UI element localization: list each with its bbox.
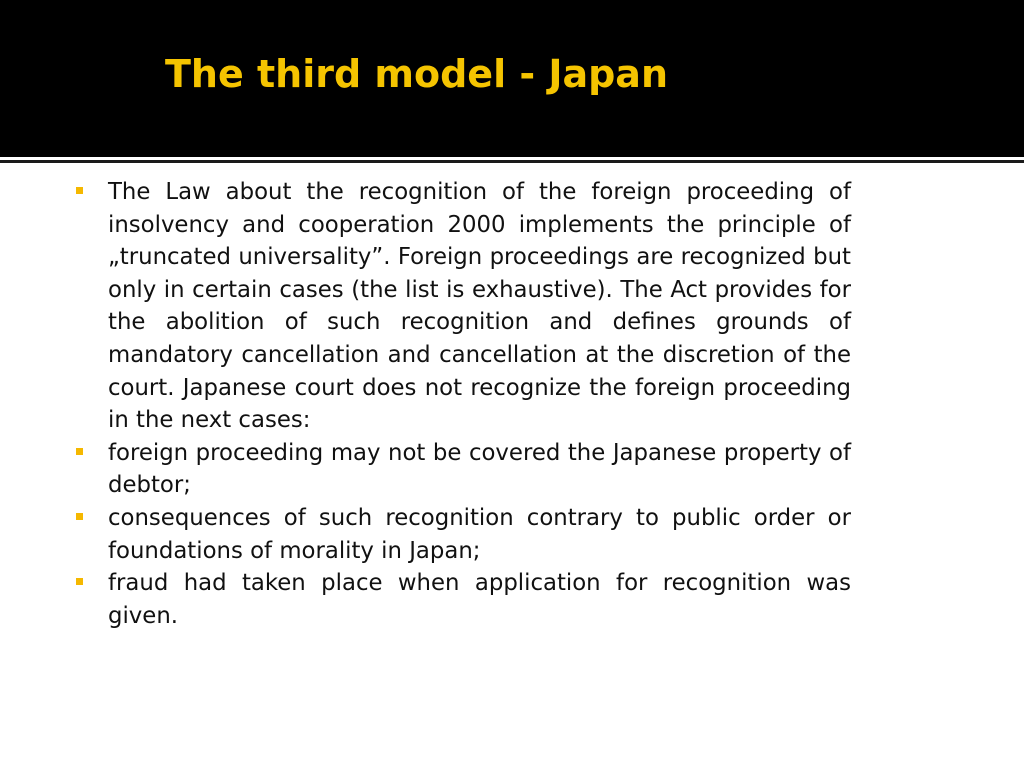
square-bullet-icon (76, 513, 83, 520)
bullet-item (108, 502, 851, 567)
bullet-text: fraud had taken place when application for recognition was given. (108, 570, 851, 629)
bullet-item (108, 437, 851, 502)
title-bar (0, 0, 1024, 157)
bullet-item (108, 176, 851, 437)
bullet-text: foreign proceeding may not be covered the Japanese property of debtor; (108, 439, 851, 499)
bullet-item (108, 567, 851, 632)
square-bullet-icon (76, 187, 83, 194)
square-bullet-icon (76, 578, 83, 585)
bullet-list (108, 176, 851, 632)
bullet-text: consequences of such recognition contrary to public order or foundations of morality in Japan; (108, 504, 851, 564)
slide-title: The third model - Japan (165, 52, 668, 96)
square-bullet-icon (76, 448, 83, 455)
bullet-text: The Law about the recognition of the foreign proceeding of insolvency and cooperation 2000 implements the principle of „truncated universality”. Foreign proceedings are recognized but only in certain cases (the list is exhaustive). The Act provides for the abolition of such recognition and defines grounds of mandatory cancellation and cancellation at the discretion of the court. Japanese court does not recognize the foreign proceeding in the next cases: (108, 179, 851, 434)
title-divider (0, 160, 1024, 163)
